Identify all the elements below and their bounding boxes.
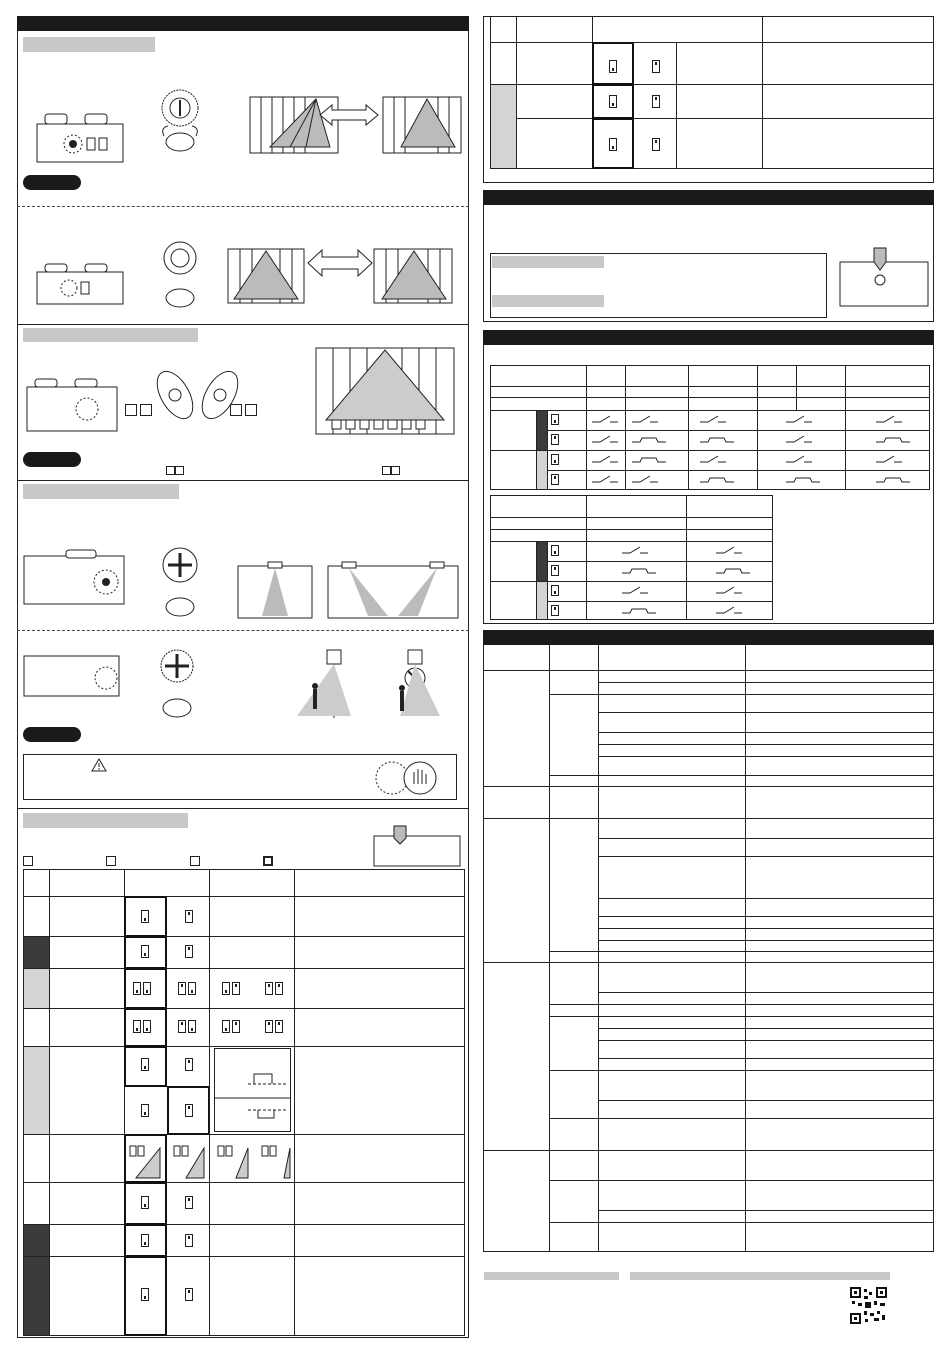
dip-switch-off xyxy=(143,1020,151,1033)
row-line xyxy=(598,682,934,683)
row-line xyxy=(23,1256,465,1257)
row-line xyxy=(490,84,934,85)
row-line xyxy=(549,1222,934,1223)
row-line xyxy=(598,992,934,993)
row-line xyxy=(490,118,934,119)
dip-switch-off xyxy=(141,1196,149,1209)
dip-switch-on xyxy=(232,1020,240,1033)
inline-box xyxy=(391,466,400,475)
col-line xyxy=(547,410,548,490)
right-header-bar-c xyxy=(483,330,934,345)
section-title-band-4 xyxy=(23,484,179,499)
row-line xyxy=(598,732,934,733)
section-divider-2 xyxy=(17,324,469,325)
dip-switch-off xyxy=(141,1104,149,1117)
position-box xyxy=(245,404,257,416)
row-line xyxy=(483,670,934,671)
row-line xyxy=(23,1182,465,1183)
note-pill-5 xyxy=(23,727,81,742)
dip-switch-on xyxy=(652,95,660,108)
dip-switch-off xyxy=(551,454,559,465)
dip-switch-off xyxy=(141,1234,149,1247)
row-line xyxy=(483,786,934,787)
right-header-bar-b xyxy=(483,190,934,205)
row-line xyxy=(598,1210,934,1211)
dip-switch-on xyxy=(185,945,193,958)
note-pill-3 xyxy=(23,452,81,467)
legend-square-light xyxy=(23,856,33,866)
dip-switch-on xyxy=(551,605,559,616)
row-line xyxy=(490,42,934,43)
dip-switch-on xyxy=(185,1234,193,1247)
row-line xyxy=(23,968,465,969)
row-line xyxy=(549,1004,934,1005)
dip-switch-off xyxy=(141,1058,149,1071)
row-line xyxy=(598,744,934,745)
dip-switch-on xyxy=(551,434,559,445)
row-number-cell-light xyxy=(23,968,50,1009)
col-line xyxy=(676,42,677,169)
row-line xyxy=(483,818,934,819)
dip-switch-on xyxy=(185,1104,193,1117)
legend-square-dark xyxy=(106,856,116,866)
dip-switch-off xyxy=(141,910,149,923)
section-title-band-1 xyxy=(23,37,155,52)
row-line xyxy=(598,1058,934,1059)
dip-switch-off xyxy=(143,982,151,995)
inline-box xyxy=(175,466,184,475)
section-divider-4 xyxy=(17,630,469,631)
position-box xyxy=(140,404,152,416)
row-line xyxy=(23,1224,465,1225)
dip-switch-on xyxy=(232,982,240,995)
dip-switch-off xyxy=(551,414,559,425)
col-line xyxy=(745,645,746,1252)
row-number-cell-light xyxy=(23,1046,50,1135)
dip-switch-on xyxy=(551,474,559,485)
sensor-device-illustration-1 xyxy=(35,110,127,168)
row-line xyxy=(598,712,934,713)
dip-switch-off xyxy=(609,95,617,108)
row-line xyxy=(598,898,934,899)
dip-switch-off xyxy=(551,585,559,596)
col-line xyxy=(762,16,763,169)
position-box xyxy=(125,404,137,416)
dip-switch-off xyxy=(609,60,617,73)
section-divider-3 xyxy=(17,480,469,481)
dip-switch-on xyxy=(265,1020,273,1033)
row-line xyxy=(490,529,773,530)
dip-switch-on xyxy=(185,1288,193,1301)
row-line xyxy=(598,1040,934,1041)
row-line xyxy=(483,1150,934,1151)
dip-switch-off xyxy=(609,138,617,151)
row-line xyxy=(549,951,934,952)
dip-switch-on xyxy=(178,1020,186,1033)
row-number-cell-light xyxy=(490,84,517,169)
row-line xyxy=(23,1046,465,1047)
dip-switch-on xyxy=(652,60,660,73)
row-number-cell-dark xyxy=(23,936,50,969)
dip-switch-off xyxy=(133,1020,141,1033)
row-line xyxy=(549,775,934,776)
section-divider-1 xyxy=(17,206,469,207)
dip-switch-off xyxy=(188,1020,196,1033)
row-line xyxy=(490,517,773,518)
row-line xyxy=(483,962,934,963)
dip-switch-off xyxy=(188,982,196,995)
section-title-band-3 xyxy=(23,328,198,342)
row-line xyxy=(549,1180,934,1181)
top-right-table-inner xyxy=(490,16,934,169)
row-line xyxy=(598,838,934,839)
legend-square-white xyxy=(190,856,200,866)
row-line xyxy=(598,856,934,857)
qr-code-icon xyxy=(850,1287,887,1324)
info-title-band xyxy=(492,256,604,268)
dip-switch-off xyxy=(551,545,559,556)
note-pill-1 xyxy=(23,175,81,190)
left-header-bar xyxy=(17,16,469,31)
row-line xyxy=(23,1008,465,1009)
dip-switch-off xyxy=(133,982,141,995)
col-line xyxy=(598,645,599,1252)
dip-switch-on xyxy=(275,982,283,995)
row-line xyxy=(490,397,930,398)
dip-switch-on xyxy=(265,982,273,995)
row-line xyxy=(23,896,465,897)
dip-switch-on xyxy=(178,982,186,995)
dip-switch-on xyxy=(551,565,559,576)
info-title-band xyxy=(492,295,604,307)
row-number-cell-dark xyxy=(23,1256,50,1336)
row-line xyxy=(598,928,934,929)
section-title-band-6 xyxy=(23,813,188,828)
dip-switch-off xyxy=(141,945,149,958)
row-line xyxy=(23,1134,465,1135)
row-line xyxy=(549,694,934,695)
row-line xyxy=(490,386,930,387)
row-line xyxy=(549,1016,934,1017)
col-line xyxy=(796,365,797,410)
dip-switch-off xyxy=(141,1288,149,1301)
col-line xyxy=(209,869,210,1336)
legend-square-bold xyxy=(263,856,273,866)
col-line xyxy=(294,869,295,1336)
inline-box xyxy=(382,466,391,475)
col-line xyxy=(549,645,550,1252)
col-line xyxy=(547,541,548,620)
row-line xyxy=(598,940,934,941)
section-divider-5 xyxy=(17,808,469,809)
footer-band-1 xyxy=(484,1272,619,1280)
row-number-cell-dark xyxy=(23,1224,50,1257)
dip-switch-on xyxy=(185,1196,193,1209)
right-header-bar-d xyxy=(483,630,934,645)
position-box xyxy=(230,404,242,416)
row-line xyxy=(23,936,465,937)
row-line xyxy=(598,1100,934,1101)
dip-switch-off xyxy=(222,1020,230,1033)
dip-switch-on xyxy=(185,1058,193,1071)
dip-switch-off xyxy=(222,982,230,995)
inline-box xyxy=(166,466,175,475)
dip-switch-on xyxy=(185,910,193,923)
footer-band-2 xyxy=(630,1272,890,1280)
row-line xyxy=(549,1118,934,1119)
dip-switch-on xyxy=(275,1020,283,1033)
row-line xyxy=(598,1028,934,1029)
dip-switch-on xyxy=(652,138,660,151)
row-line xyxy=(598,916,934,917)
row-line xyxy=(598,756,934,757)
spec-section xyxy=(483,630,934,1252)
row-line xyxy=(549,1070,934,1071)
